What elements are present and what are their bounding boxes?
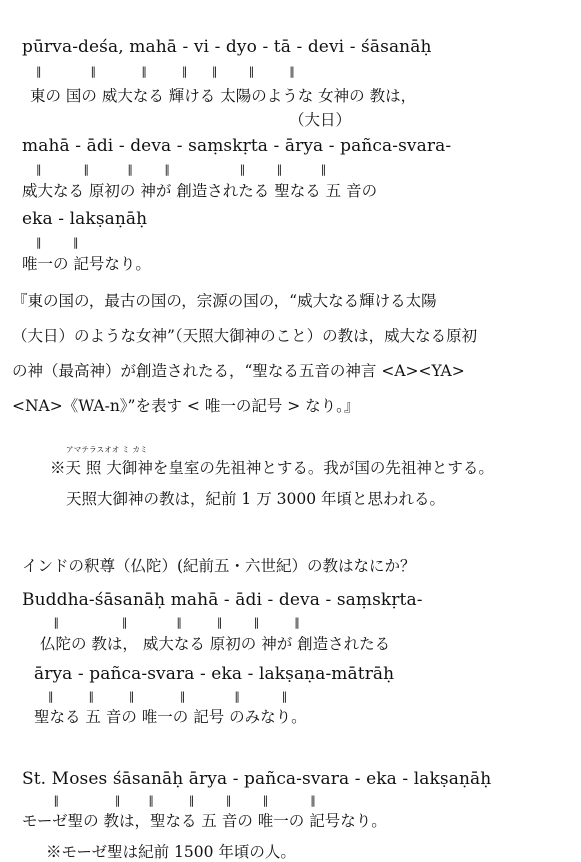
note-line: 天照大御神の教は，紀前 1 万 3000 年頃と思われる。 [66,490,446,508]
equivalence-marks-2: ‖ ‖ ‖ ‖ ‖ ‖ ‖ [22,163,327,176]
note-line: ※モーゼ聖は紀前 1500 年頃の人。 [46,843,296,861]
equivalence-marks-6: ‖ ‖ ‖ ‖ ‖ ‖ ‖ [22,794,316,807]
equivalence-marks-1: ‖ ‖ ‖ ‖ ‖ ‖ ‖ [22,65,295,78]
gloss-line-5: 聖なる 五 音の 唯一の 記号 のみなり。 [34,708,307,726]
sanskrit-line-2: mahā - ādi - deva - saṃskṛta - ārya - pañca-svara- [22,136,452,156]
translation-line: の神（最高神）が創造されたる，“聖なる五音の神言 <A><YA> [12,362,465,380]
gloss-line-4: 仏陀の 教は， 威大なる 原初の 神が 創造されたる [40,635,391,653]
sanskrit-line-6: St. Moses śāsanāḥ ārya - pañca-svara - eka - lakṣaṇāḥ [22,769,492,789]
sanskrit-line-4: Buddha-śāsanāḥ mahā - ādi - deva - saṃskṛta- [22,590,423,610]
equivalence-marks-3: ‖ ‖ [22,236,79,249]
section-question: インドの釈尊（仏陀）(紀前五・六世紀）の教はなにか？ [22,557,416,575]
equivalence-marks-4: ‖ ‖ ‖ ‖ ‖ ‖ [22,616,300,629]
gloss-line-6: モーゼ聖の 教は，聖なる 五 音の 唯一の 記号なり。 [22,812,387,830]
equivalence-marks-5: ‖ ‖ ‖ ‖ ‖ ‖ [34,690,288,703]
translation-line: （大日）のような女神”（天照大御神のこと）の教は，威大なる原初 [12,327,478,345]
sanskrit-line-5: ārya - pañca-svara - eka - lakṣaṇa-mātrāḥ [34,664,395,684]
sanskrit-line-1: pūrva-deśa, mahā - vi - dyo - tā - devi - śāsanāḥ [22,37,432,57]
ruby-reading: アマテラスオオ ミ カミ [66,445,148,454]
sanskrit-line-3: eka - lakṣaṇāḥ [22,209,148,229]
translation-line: <NA>《WA-n》”を表す < 唯一の記号 > なり。』 [12,397,360,415]
gloss-line-2: 威大なる 原初の 神が 創造されたる 聖なる 五 音の [22,182,378,200]
note-line: ※天 照 大御神を皇室の先祖神とする。我が国の先祖神とする。 [50,459,494,477]
gloss-line-1: 東の 国の 威大なる 輝ける 太陽のような 女神の 教は， [30,87,417,105]
gloss-line-3: 唯一の 記号なり。 [22,255,151,273]
translation-line: 『東の国の，最古の国の，宗源の国の，“威大なる輝ける太陽 [12,292,437,310]
gloss-annotation-dainichi: （大日） [289,111,352,129]
